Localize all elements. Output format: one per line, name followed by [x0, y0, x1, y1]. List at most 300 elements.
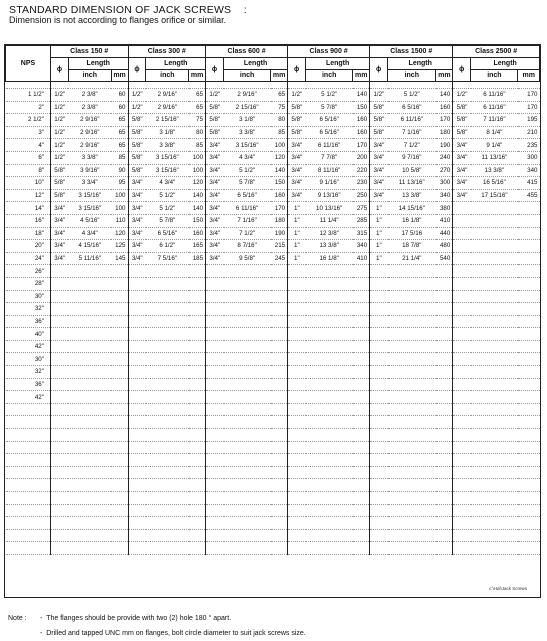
table-cell: [128, 542, 146, 555]
table-cell: [128, 328, 146, 341]
table-cell: 7 1/2": [224, 227, 271, 240]
table-cell: [189, 466, 206, 479]
table-cell: 5 1/2": [146, 189, 189, 202]
table-cell: [50, 378, 68, 391]
table-cell: [518, 366, 540, 379]
table-cell: [68, 277, 111, 290]
jack-screw-table: [5, 45, 540, 555]
table-cell: [306, 328, 353, 341]
table-cell: [111, 391, 128, 404]
table-cell: [353, 315, 370, 328]
table-cell: [50, 479, 68, 492]
table-cell: 150: [271, 177, 288, 190]
table-cell: 2 9/16": [68, 114, 111, 127]
table-cell: 5 11/16": [68, 252, 111, 265]
table-cell: 100: [111, 189, 128, 202]
table-cell: [271, 403, 288, 416]
table-cell: [128, 403, 146, 416]
table-cell: [453, 504, 471, 517]
table-cell: 3/4": [206, 252, 224, 265]
table-cell: [128, 340, 146, 353]
table-cell: [68, 315, 111, 328]
note-dash: -: [40, 630, 43, 637]
table-cell: [353, 479, 370, 492]
table-cell: [224, 416, 271, 429]
table-cell: [189, 416, 206, 429]
table-cell: 7 1/16": [224, 214, 271, 227]
table-cell: 100: [189, 151, 206, 164]
table-cell: [518, 240, 540, 253]
table-cell: [50, 366, 68, 379]
table-cell: 3/4": [50, 214, 68, 227]
table-cell: [189, 504, 206, 517]
table-cell: [288, 429, 306, 442]
table-cell: 240: [436, 151, 453, 164]
table-cell: 3/4": [370, 189, 388, 202]
table-cell: [453, 214, 471, 227]
note-item: The flanges should be provide with two (2) hole 180 ° apart.: [46, 615, 232, 622]
table-cell: [128, 315, 146, 328]
table-cell: 60: [111, 89, 128, 102]
table-cell: 200: [353, 151, 370, 164]
table-cell: [224, 492, 271, 505]
table-cell: [271, 328, 288, 341]
table-cell: [128, 277, 146, 290]
table-cell: [206, 416, 224, 429]
table-cell: [436, 454, 453, 467]
table-cell: 1": [370, 240, 388, 253]
nps-cell: 24": [6, 252, 51, 265]
table-cell: 3/4": [453, 139, 471, 152]
table-cell: [271, 466, 288, 479]
table-cell: [471, 303, 518, 316]
table-cell: 3/4": [128, 227, 146, 240]
header-inch: inch: [306, 70, 353, 82]
header-phi: ϕ: [288, 58, 306, 82]
table-row: [6, 542, 540, 555]
table-cell: [146, 529, 189, 542]
table-row: [6, 202, 540, 215]
table-cell: [224, 315, 271, 328]
table-cell: 210: [518, 126, 540, 139]
table-cell: 3 15/16": [68, 189, 111, 202]
table-cell: [471, 214, 518, 227]
nps-cell: 18": [6, 227, 51, 240]
nps-cell: 30": [6, 353, 51, 366]
table-cell: [206, 479, 224, 492]
table-cell: 3 3/8": [146, 139, 189, 152]
table-cell: [50, 416, 68, 429]
table-cell: 3/4": [50, 227, 68, 240]
table-cell: [224, 529, 271, 542]
table-cell: [388, 441, 436, 454]
table-cell: [271, 277, 288, 290]
table-cell: [453, 479, 471, 492]
table-row: [6, 429, 540, 442]
table-cell: 65: [271, 89, 288, 102]
table-cell: [128, 529, 146, 542]
table-cell: [453, 403, 471, 416]
table-cell: 235: [518, 139, 540, 152]
table-cell: 5/8": [128, 114, 146, 127]
table-cell: 9 1/4": [471, 139, 518, 152]
table-cell: [370, 303, 388, 316]
header-class: Class 600 #: [206, 46, 288, 58]
table-row: [6, 454, 540, 467]
table-cell: [206, 277, 224, 290]
table-cell: 5 1/2": [224, 164, 271, 177]
table-cell: [370, 542, 388, 555]
table-cell: 100: [189, 164, 206, 177]
table-cell: 160: [436, 101, 453, 114]
table-cell: 1/2": [206, 89, 224, 102]
table-cell: 220: [353, 164, 370, 177]
nps-cell: 2": [6, 101, 51, 114]
nps-cell: 30": [6, 290, 51, 303]
table-cell: [306, 542, 353, 555]
header-mm: mm: [436, 70, 453, 82]
table-cell: 60: [111, 101, 128, 114]
table-cell: [388, 492, 436, 505]
table-cell: 80: [271, 114, 288, 127]
table-cell: [353, 441, 370, 454]
table-cell: [471, 403, 518, 416]
table-cell: [271, 340, 288, 353]
table-cell: 8 7/16": [224, 240, 271, 253]
table-cell: 5/8": [206, 126, 224, 139]
table-cell: 3 15/16": [146, 151, 189, 164]
table-cell: 18 7/8": [388, 240, 436, 253]
table-cell: 5/8": [370, 101, 388, 114]
table-cell: 140: [189, 202, 206, 215]
table-cell: 5/8": [288, 114, 306, 127]
table-cell: [111, 340, 128, 353]
table-cell: [50, 504, 68, 517]
header-phi: ϕ: [128, 58, 146, 82]
table-cell: 12 3/8": [306, 227, 353, 240]
table-cell: 16 1/8": [306, 252, 353, 265]
table-cell: [388, 479, 436, 492]
table-cell: 140: [353, 89, 370, 102]
table-cell: [68, 529, 111, 542]
table-cell: 13 3/8": [388, 189, 436, 202]
note-item: Drilled and tapped UNC mm on flanges, bolt circle diameter to suit jack screws size.: [46, 630, 306, 637]
table-cell: [189, 340, 206, 353]
table-cell: [453, 429, 471, 442]
table-cell: 5/8": [288, 126, 306, 139]
table-cell: [471, 290, 518, 303]
table-cell: [306, 315, 353, 328]
table-cell: [436, 265, 453, 278]
table-cell: [370, 403, 388, 416]
table-cell: [68, 517, 111, 530]
table-cell: [370, 265, 388, 278]
table-cell: [146, 391, 189, 404]
table-row: [6, 441, 540, 454]
table-cell: [471, 454, 518, 467]
table-cell: [128, 378, 146, 391]
table-cell: 120: [189, 177, 206, 190]
header-inch: inch: [471, 70, 518, 82]
table-cell: 3/4": [128, 240, 146, 253]
table-cell: [353, 340, 370, 353]
table-cell: [271, 529, 288, 542]
table-cell: [68, 340, 111, 353]
table-cell: [453, 202, 471, 215]
table-cell: [353, 416, 370, 429]
table-cell: [370, 466, 388, 479]
table-cell: [224, 454, 271, 467]
table-cell: 3/4": [50, 202, 68, 215]
table-cell: [388, 517, 436, 530]
table-cell: [518, 328, 540, 341]
header-length: Length: [68, 58, 128, 70]
table-cell: [50, 353, 68, 366]
table-cell: [189, 378, 206, 391]
table-cell: [518, 403, 540, 416]
table-cell: 2 9/16": [68, 126, 111, 139]
table-cell: [306, 504, 353, 517]
table-cell: [288, 303, 306, 316]
table-cell: [206, 504, 224, 517]
table-cell: [353, 366, 370, 379]
table-cell: 5 7/8": [224, 177, 271, 190]
table-cell: 11 13/16": [471, 151, 518, 164]
table-cell: 250: [353, 189, 370, 202]
table-cell: 170: [518, 101, 540, 114]
table-cell: 75: [189, 114, 206, 127]
table-cell: [68, 366, 111, 379]
table-cell: [50, 265, 68, 278]
table-cell: [224, 479, 271, 492]
table-cell: [353, 403, 370, 416]
table-cell: 3/4": [453, 177, 471, 190]
table-cell: [271, 492, 288, 505]
table-cell: [111, 479, 128, 492]
table-cell: [288, 504, 306, 517]
table-cell: [206, 403, 224, 416]
nps-cell: 32": [6, 303, 51, 316]
table-cell: [436, 492, 453, 505]
table-cell: [453, 265, 471, 278]
table-cell: [471, 441, 518, 454]
table-cell: [288, 391, 306, 404]
table-row: [6, 366, 540, 379]
table-cell: [68, 290, 111, 303]
table-cell: [471, 265, 518, 278]
table-cell: [453, 252, 471, 265]
table-cell: [370, 492, 388, 505]
table-cell: [518, 252, 540, 265]
table-cell: 1/2": [50, 126, 68, 139]
header-mm: mm: [189, 70, 206, 82]
table-cell: [353, 492, 370, 505]
table-cell: 300: [518, 151, 540, 164]
nps-cell: [6, 441, 51, 454]
header-inch: inch: [388, 70, 436, 82]
nps-cell: 36": [6, 378, 51, 391]
table-cell: [288, 416, 306, 429]
header-class: Class 300 #: [128, 46, 206, 58]
table-cell: [189, 454, 206, 467]
table-cell: [370, 517, 388, 530]
table-cell: [224, 303, 271, 316]
table-cell: [306, 391, 353, 404]
table-cell: [146, 277, 189, 290]
table-cell: [50, 529, 68, 542]
table-cell: 7 7/8": [306, 151, 353, 164]
table-cell: [453, 391, 471, 404]
table-cell: [453, 529, 471, 542]
table-cell: 480: [436, 240, 453, 253]
table-cell: [518, 290, 540, 303]
table-cell: [518, 542, 540, 555]
table-cell: 9 1/16": [306, 177, 353, 190]
table-cell: [271, 366, 288, 379]
table-cell: [518, 492, 540, 505]
table-cell: [471, 277, 518, 290]
table-cell: [146, 542, 189, 555]
table-cell: 340: [436, 189, 453, 202]
table-cell: [271, 479, 288, 492]
table-cell: 2 15/16": [146, 114, 189, 127]
table-cell: [518, 340, 540, 353]
table-cell: [436, 290, 453, 303]
table-cell: [388, 454, 436, 467]
nps-cell: 36": [6, 315, 51, 328]
table-cell: [50, 542, 68, 555]
table-cell: 1": [370, 214, 388, 227]
table-cell: [370, 529, 388, 542]
table-cell: [471, 429, 518, 442]
table-cell: 3/4": [370, 139, 388, 152]
table-cell: [189, 529, 206, 542]
table-cell: [68, 542, 111, 555]
nps-cell: 10": [6, 177, 51, 190]
nps-cell: 42": [6, 391, 51, 404]
nps-cell: 42": [6, 340, 51, 353]
table-row: [6, 126, 540, 139]
table-cell: 6 5/16": [306, 114, 353, 127]
nps-cell: 14": [6, 202, 51, 215]
table-cell: [453, 366, 471, 379]
table-cell: 5/8": [128, 151, 146, 164]
table-cell: [50, 303, 68, 316]
nps-cell: 28": [6, 277, 51, 290]
table-cell: [189, 315, 206, 328]
table-row: [6, 403, 540, 416]
table-cell: [370, 416, 388, 429]
table-cell: [128, 466, 146, 479]
table-cell: 11 13/16": [388, 177, 436, 190]
table-cell: 65: [189, 89, 206, 102]
table-cell: 410: [436, 214, 453, 227]
table-cell: [111, 454, 128, 467]
table-cell: [68, 391, 111, 404]
table-cell: [388, 416, 436, 429]
table-cell: [471, 315, 518, 328]
nps-cell: 3": [6, 126, 51, 139]
nps-cell: [6, 492, 51, 505]
table-cell: [436, 353, 453, 366]
table-cell: [146, 492, 189, 505]
table-cell: 5/8": [453, 126, 471, 139]
table-cell: 5/8": [370, 114, 388, 127]
table-cell: [370, 353, 388, 366]
table-cell: [288, 378, 306, 391]
table-cell: [471, 328, 518, 341]
table-cell: 120: [111, 227, 128, 240]
header-class: Class 150 #: [50, 46, 128, 58]
table-cell: [471, 353, 518, 366]
table-cell: [288, 492, 306, 505]
table-cell: [453, 353, 471, 366]
table-cell: [306, 492, 353, 505]
table-cell: [306, 529, 353, 542]
table-cell: [189, 517, 206, 530]
table-cell: 455: [518, 189, 540, 202]
table-cell: [306, 441, 353, 454]
table-cell: [436, 479, 453, 492]
table-cell: 21 1/4": [388, 252, 436, 265]
table-cell: [111, 466, 128, 479]
header-inch: inch: [146, 70, 189, 82]
table-cell: 6 5/16": [306, 126, 353, 139]
table-cell: 315: [353, 227, 370, 240]
table-cell: [206, 391, 224, 404]
table-cell: 3/4": [370, 151, 388, 164]
table-cell: 140: [189, 189, 206, 202]
table-cell: [518, 378, 540, 391]
table-cell: 85: [271, 126, 288, 139]
table-cell: [370, 504, 388, 517]
table-cell: [518, 315, 540, 328]
table-cell: [111, 277, 128, 290]
table-cell: [111, 328, 128, 341]
table-cell: 300: [436, 177, 453, 190]
table-cell: [146, 416, 189, 429]
table-cell: 7 5/16": [146, 252, 189, 265]
table-cell: [353, 290, 370, 303]
table-cell: [471, 202, 518, 215]
table-cell: [436, 277, 453, 290]
table-cell: [206, 290, 224, 303]
table-cell: 3/4": [206, 139, 224, 152]
table-cell: 1/2": [128, 101, 146, 114]
table-cell: 4 3/4": [68, 227, 111, 240]
table-cell: [189, 429, 206, 442]
table-cell: 14 15/16": [388, 202, 436, 215]
nps-cell: [6, 504, 51, 517]
table-cell: [388, 290, 436, 303]
table-cell: 170: [436, 114, 453, 127]
table-cell: [370, 366, 388, 379]
table-cell: 5/8": [453, 114, 471, 127]
table-cell: [111, 303, 128, 316]
nps-cell: 20": [6, 240, 51, 253]
table-cell: 270: [436, 164, 453, 177]
table-cell: [453, 277, 471, 290]
table-cell: 1/2": [128, 89, 146, 102]
table-cell: [189, 542, 206, 555]
table-cell: [453, 303, 471, 316]
table-cell: [306, 517, 353, 530]
table-cell: [288, 479, 306, 492]
table-cell: 2 9/16": [146, 101, 189, 114]
table-cell: [288, 454, 306, 467]
table-cell: [353, 454, 370, 467]
table-cell: [518, 227, 540, 240]
